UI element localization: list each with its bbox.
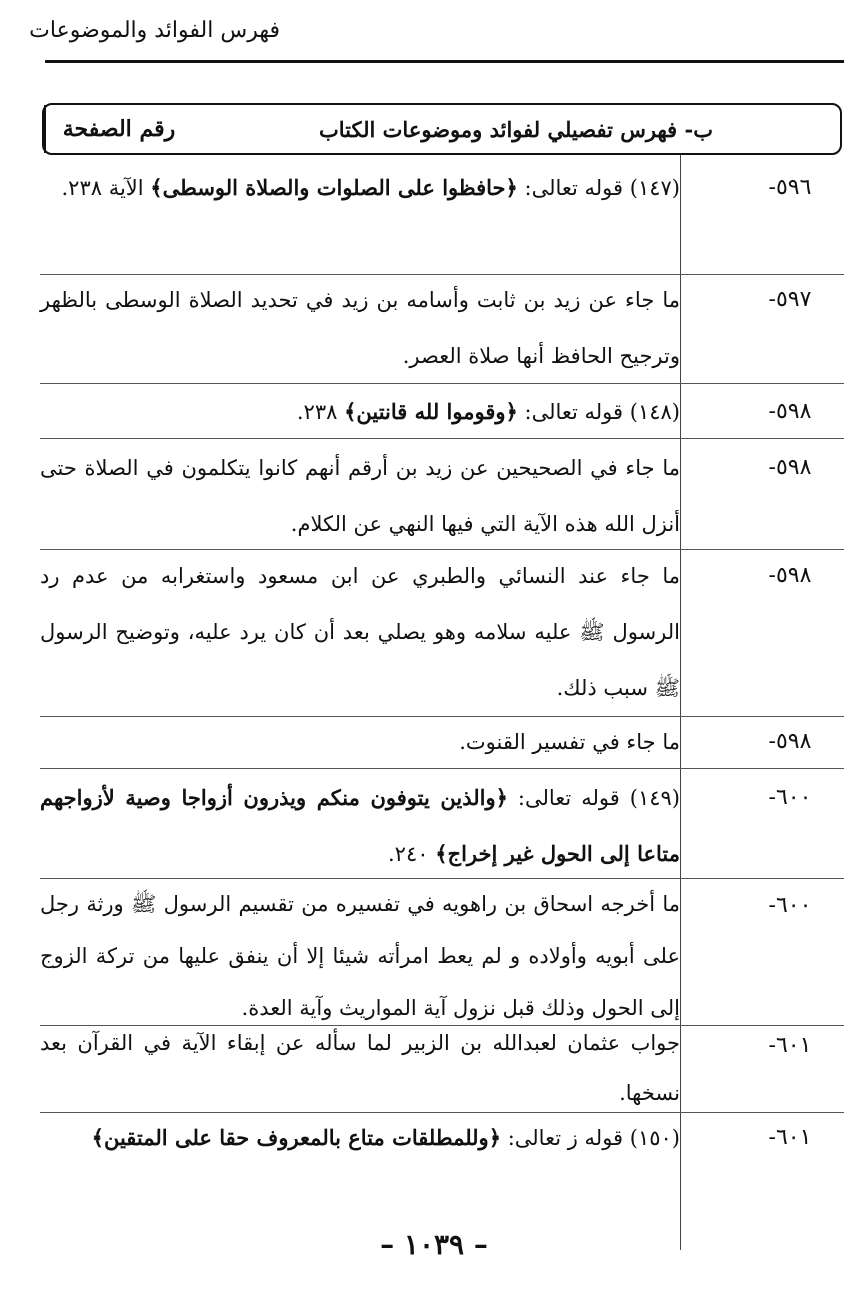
- entry-text: [40, 160, 680, 216]
- entry-text: ما جاء في تفسير القنوت.: [459, 730, 680, 754]
- entry-page-number: ٥٩٦-: [768, 175, 812, 200]
- entry-suffix: ٢٤٠.: [387, 842, 436, 866]
- running-head: فهرس الفوائد والموضوعات: [29, 18, 280, 43]
- entry-verse: ﴿حافظوا على الصلوات والصلاة الوسطى﴾: [150, 175, 518, 200]
- entry-divider: [40, 438, 844, 439]
- entry-page-number: ٥٩٧-: [768, 287, 812, 312]
- entry-page-number: ٦٠٠-: [768, 893, 812, 918]
- entry-page-number: ٥٩٨-: [768, 455, 812, 480]
- entry-prefix: (١٤٨) قوله تعالى:: [517, 400, 680, 424]
- entry-text: ما جاء في الصحيحين عن زيد بن أرقم أنهم كانوا يتكلمون في الصلاة حتى أنزل الله هذه الآية التي فيها النهي عن الكلام.: [40, 456, 680, 536]
- entry-text: [40, 770, 680, 882]
- entry-text: [40, 384, 680, 440]
- entry-text: ما جاء عند النسائي والطبري عن ابن مسعود واستغرابه من عدم رد الرسول ﷺ عليه سلامه وهو يصلي بعد أن كان يرد عليه، وتوضيح الرسول ﷺ سبب ذلك.: [40, 564, 680, 700]
- entry-divider: [40, 768, 844, 769]
- entry-suffix: الآية ٢٣٨.: [61, 176, 151, 200]
- entry-prefix: (١٤٩) قوله تعالى:: [507, 786, 680, 810]
- entry-prefix: (١٤٧) قوله تعالى:: [517, 176, 680, 200]
- entry-verse: ﴿وللمطلقات متاع بالمعروف حقا على المتقين﴾: [91, 1125, 502, 1150]
- entry-page-number: ٥٩٨-: [768, 563, 812, 588]
- entry-suffix: ٢٣٨.: [296, 400, 345, 424]
- entry-page-number: ٦٠١-: [768, 1033, 812, 1058]
- entry-verse: ﴿وقوموا لله قانتين﴾: [344, 399, 518, 424]
- entry-page-number: ٥٩٨-: [768, 729, 812, 754]
- index-title: ب- فهرس تفصيلي لفوائد وموضوعات الكتاب: [319, 116, 713, 142]
- entry-text: [40, 1110, 680, 1166]
- entry-prefix: (١٥٠) قوله ز تعالى:: [501, 1126, 680, 1150]
- entry-text: جواب عثمان لعبدالله بن الزبير لما سأله عن إبقاء الآية في القرآن بعد نسخها.: [40, 1031, 680, 1105]
- entry-text: ما أخرجه اسحاق بن راهويه في تفسيره من تقسيم الرسول ﷺ ورثة رجل على أبويه وأولاده و لم يعط امرأته شيئا إلا أن ينفق عليها من تركة الزوج إلى الحول وذلك قبل نزول آية المواريث وآية العدة.: [40, 892, 680, 1020]
- entry-page-number: ٥٩٨-: [768, 399, 812, 424]
- entry-verse: ﴿والذين يتوفون منكم ويذرون أزواجا وصية لأزواجهم متاعا إلى الحول غير إخراج﴾: [40, 785, 680, 866]
- entry-text: ما جاء عن زيد بن ثابت وأسامه بن زيد في تحديد الصلاة الوسطى بالظهر وترجيح الحافظ أنها صلاة العصر.: [40, 288, 680, 368]
- page-number: – ١٠٣٩ –: [380, 1228, 488, 1261]
- entry-page-number: ٦٠١-: [768, 1125, 812, 1150]
- entry-page-number: ٦٠٠-: [768, 785, 812, 810]
- page-number-column-header: رقم الصفحة: [44, 105, 192, 153]
